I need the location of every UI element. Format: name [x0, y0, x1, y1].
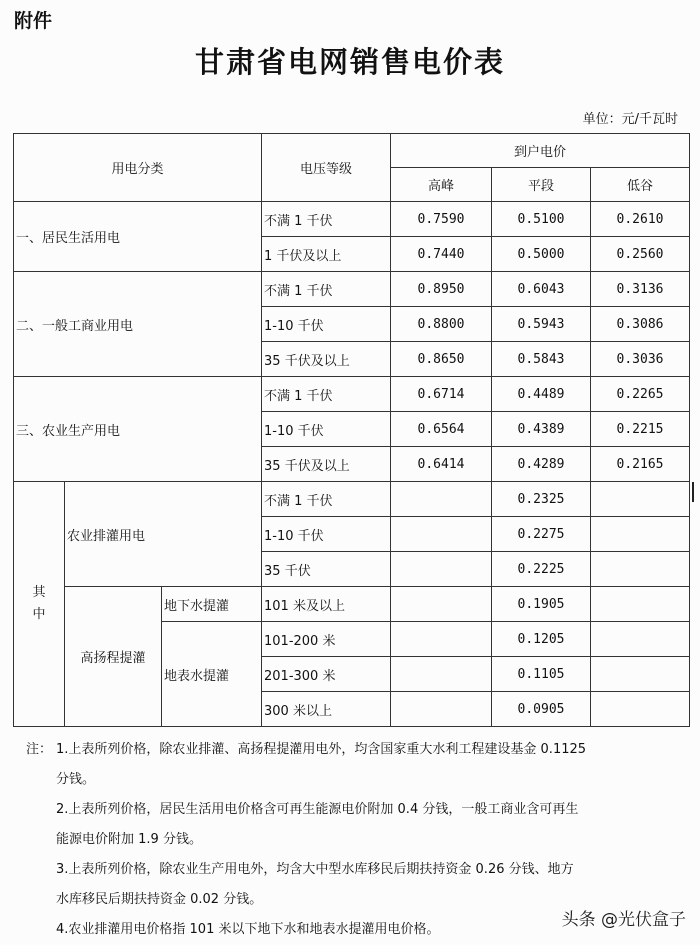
subcategory-surface-water: 地表水提灌: [162, 622, 262, 727]
valley-price: 0.2265: [591, 377, 690, 412]
price-table: [13, 133, 690, 727]
header-valley: 低谷: [591, 168, 690, 202]
valley-price-empty: [591, 552, 690, 587]
watermark: [562, 905, 686, 930]
voltage-cell: 不满 1 千伏: [262, 272, 391, 307]
table-row: [14, 272, 690, 307]
header-price-group: 到户电价: [391, 134, 690, 168]
header-voltage: 电压等级: [262, 134, 391, 202]
flat-price: 0.5000: [492, 237, 591, 272]
valley-price: 0.2215: [591, 412, 690, 447]
peak-price: 0.8950: [391, 272, 492, 307]
valley-price: 0.2560: [591, 237, 690, 272]
note-1: [26, 735, 676, 765]
peak-price: 0.6714: [391, 377, 492, 412]
among-label-top: 其: [32, 585, 46, 600]
category-agriculture: 三、农业生产用电: [14, 377, 262, 482]
voltage-cell: 101 米及以上: [262, 587, 391, 622]
valley-price-empty: [591, 587, 690, 622]
category-residential: 一、居民生活用电: [14, 202, 262, 272]
voltage-cell: 不满 1 千伏: [262, 202, 391, 237]
page-title: 甘肃省电网销售电价表: [194, 45, 505, 79]
category-commercial: 二、一般工商业用电: [14, 272, 262, 377]
voltage-cell: 101-200 米: [262, 622, 391, 657]
peak-price-empty: [391, 622, 492, 657]
peak-price-empty: [391, 517, 492, 552]
flat-price: 0.2275: [492, 517, 591, 552]
flat-price: 0.1205: [492, 622, 591, 657]
flat-price: 0.4289: [492, 447, 591, 482]
valley-price-empty: [591, 622, 690, 657]
header-category: 用电分类: [14, 134, 262, 202]
flat-price: 0.2225: [492, 552, 591, 587]
voltage-cell: 不满 1 千伏: [262, 482, 391, 517]
scan-edge-mark: [692, 482, 694, 502]
category-irrigation: 农业排灌用电: [65, 482, 262, 587]
voltage-cell: 35 千伏及以上: [262, 447, 391, 482]
note-3-line-2: 水库移民后期扶持资金 0.02 分钱。: [56, 892, 263, 907]
peak-price: 0.6564: [391, 412, 492, 447]
peak-price-empty: [391, 552, 492, 587]
peak-price-empty: [391, 657, 492, 692]
table-row: [14, 202, 690, 237]
valley-price: 0.2165: [591, 447, 690, 482]
notes-prefix: 注：: [26, 742, 53, 757]
among-label: [14, 482, 65, 727]
category-high-lift: 高扬程提灌: [65, 587, 162, 727]
note-1-line-2: 分钱。: [56, 772, 96, 787]
note-2-line-2: 能源电价附加 1.9 分钱。: [56, 832, 202, 847]
flat-price: 0.6043: [492, 272, 591, 307]
subcategory-groundwater: 地下水提灌: [162, 587, 262, 622]
voltage-cell: 35 千伏: [262, 552, 391, 587]
flat-price: 0.0905: [492, 692, 591, 727]
attachment-label: 附件: [14, 10, 53, 32]
note-3-line-1: 3.上表所列价格，除农业生产用电外，均含大中型水库移民后期扶持资金 0.26 分钱、地方: [56, 862, 574, 877]
valley-price: 0.3136: [591, 272, 690, 307]
flat-price: 0.1105: [492, 657, 591, 692]
note-4: 4.农业排灌用电价格指 101 米以下地下水和地表水提灌用电价格。: [56, 922, 440, 937]
note-2-line-1: 2.上表所列价格，居民生活用电价格含可再生能源电价附加 0.4 分钱，一般工商业含可再生: [56, 802, 579, 817]
peak-price: 0.8800: [391, 307, 492, 342]
valley-price: 0.3036: [591, 342, 690, 377]
valley-price: 0.2610: [591, 202, 690, 237]
table-row: [14, 377, 690, 412]
valley-price-empty: [591, 692, 690, 727]
flat-price: 0.4489: [492, 377, 591, 412]
voltage-cell: 1-10 千伏: [262, 412, 391, 447]
peak-price-empty: [391, 482, 492, 517]
flat-price: 0.5843: [492, 342, 591, 377]
table-row: [14, 482, 690, 517]
peak-price: 0.8650: [391, 342, 492, 377]
voltage-cell: 201-300 米: [262, 657, 391, 692]
table-row: [14, 587, 690, 622]
header-peak: 高峰: [391, 168, 492, 202]
unit-label: 单位：元/千瓦时: [582, 112, 678, 127]
flat-price: 0.2325: [492, 482, 591, 517]
peak-price: 0.7590: [391, 202, 492, 237]
peak-price: 0.7440: [391, 237, 492, 272]
peak-price-empty: [391, 692, 492, 727]
flat-price: 0.5100: [492, 202, 591, 237]
valley-price-empty: [591, 482, 690, 517]
voltage-cell: 300 米以上: [262, 692, 391, 727]
header-flat: 平段: [492, 168, 591, 202]
voltage-cell: 1 千伏及以上: [262, 237, 391, 272]
valley-price-empty: [591, 657, 690, 692]
valley-price: 0.3086: [591, 307, 690, 342]
valley-price-empty: [591, 517, 690, 552]
peak-price: 0.6414: [391, 447, 492, 482]
flat-price: 0.5943: [492, 307, 591, 342]
voltage-cell: 1-10 千伏: [262, 517, 391, 552]
among-label-bottom: 中: [32, 607, 46, 622]
voltage-cell: 不满 1 千伏: [262, 377, 391, 412]
voltage-cell: 1-10 千伏: [262, 307, 391, 342]
flat-price: 0.4389: [492, 412, 591, 447]
flat-price: 0.1905: [492, 587, 591, 622]
header-row: [14, 134, 690, 168]
voltage-cell: 35 千伏及以上: [262, 342, 391, 377]
watermark-text: 头条 @光伏盒子: [561, 910, 686, 930]
peak-price-empty: [391, 587, 492, 622]
note-1-line-1: 1.上表所列价格，除农业排灌、高扬程提灌用电外，均含国家重大水利工程建设基金 0.1125: [56, 742, 587, 757]
